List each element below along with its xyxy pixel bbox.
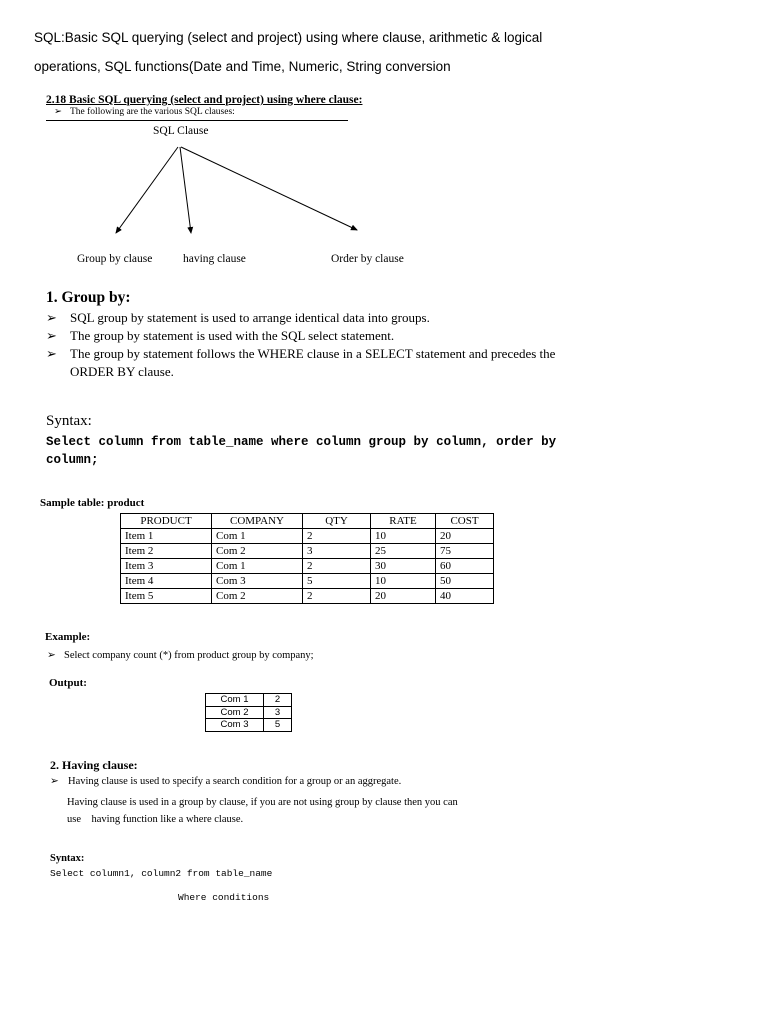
group-by-bullet-3-continuation: ORDER BY clause. bbox=[70, 364, 174, 379]
table-cell: 2 bbox=[303, 529, 371, 544]
table-cell: 20 bbox=[371, 589, 436, 604]
table-row bbox=[121, 529, 494, 544]
diagram-arrow-order-by bbox=[181, 147, 357, 230]
table-cell: Item 3 bbox=[121, 559, 212, 574]
having-syntax-code-line-2: Where conditions bbox=[178, 892, 270, 903]
having-syntax-code-line-1: Select column1, column2 from table_name bbox=[50, 868, 273, 879]
table-header-cell: COST bbox=[436, 514, 494, 529]
table-cell: 75 bbox=[436, 544, 494, 559]
table-cell: Com 3 bbox=[206, 719, 264, 732]
example-query: ➢ Select company count (*) from product group by company; bbox=[47, 650, 314, 661]
table-cell: 30 bbox=[371, 559, 436, 574]
table-cell: 5 bbox=[303, 574, 371, 589]
table-cell: 5 bbox=[264, 719, 292, 732]
diagram-child-order-by: Order by clause bbox=[331, 253, 404, 265]
syntax-label: Syntax: bbox=[46, 413, 92, 429]
group-by-bullet-2: ➢ The group by statement is used with the SQL select statement. bbox=[46, 328, 395, 343]
having-paragraph-line-2: use having function like a where clause. bbox=[67, 814, 244, 825]
section-intro-text: The following are the various SQL clauses: bbox=[70, 107, 235, 117]
having-heading: 2. Having clause: bbox=[50, 758, 138, 772]
table-cell: Com 2 bbox=[206, 706, 264, 719]
table-row bbox=[121, 559, 494, 574]
table-row bbox=[121, 589, 494, 604]
table-cell: 10 bbox=[371, 574, 436, 589]
diagram-child-group-by: Group by clause bbox=[77, 253, 153, 265]
group-by-heading: 1. Group by: bbox=[46, 289, 131, 306]
table-header-cell: RATE bbox=[371, 514, 436, 529]
table-cell: Item 5 bbox=[121, 589, 212, 604]
table-cell: Item 2 bbox=[121, 544, 212, 559]
document-title-line-1: SQL:Basic SQL querying (select and project) using where clause, arithmetic & logical bbox=[34, 30, 543, 45]
product-table bbox=[120, 513, 494, 604]
table-cell: 2 bbox=[264, 694, 292, 707]
table-cell: 60 bbox=[436, 559, 494, 574]
diagram-root-label: SQL Clause bbox=[153, 125, 209, 137]
table-cell: 50 bbox=[436, 574, 494, 589]
diagram-child-having: having clause bbox=[183, 253, 246, 265]
table-cell: Com 2 bbox=[212, 544, 303, 559]
table-row bbox=[121, 544, 494, 559]
table-cell: 25 bbox=[371, 544, 436, 559]
group-by-bullet-3: ➢ The group by statement follows the WHERE clause in a SELECT statement and precedes the bbox=[46, 346, 556, 361]
table-cell: Item 4 bbox=[121, 574, 212, 589]
output-table bbox=[205, 693, 292, 732]
table-cell: 2 bbox=[303, 589, 371, 604]
table-cell: 3 bbox=[303, 544, 371, 559]
having-bullet: ➢ Having clause is used to specify a search condition for a group or an aggregate. bbox=[50, 776, 402, 787]
syntax-code-line-1: Select column from table_name where column group by column, order by bbox=[46, 435, 557, 449]
bullet-arrow-icon: ➢ bbox=[50, 776, 59, 787]
group-by-bullet-1: ➢ SQL group by statement is used to arrange identical data into groups. bbox=[46, 310, 430, 325]
table-header-cell: PRODUCT bbox=[121, 514, 212, 529]
table-cell: 10 bbox=[371, 529, 436, 544]
table-cell: Com 1 bbox=[212, 559, 303, 574]
table-header-cell: COMPANY bbox=[212, 514, 303, 529]
bullet-arrow-icon: ➢ bbox=[54, 107, 62, 117]
diagram-arrow-group-by bbox=[116, 147, 178, 233]
output-label: Output: bbox=[49, 677, 87, 689]
bullet-arrow-icon: ➢ bbox=[47, 650, 56, 661]
table-cell: 3 bbox=[264, 706, 292, 719]
bullet-arrow-icon: ➢ bbox=[46, 310, 57, 325]
table-cell: 40 bbox=[436, 589, 494, 604]
table-row bbox=[206, 719, 292, 732]
table-cell: Com 1 bbox=[212, 529, 303, 544]
table-row bbox=[206, 694, 292, 707]
bullet-arrow-icon: ➢ bbox=[46, 328, 57, 343]
table-cell: Item 1 bbox=[121, 529, 212, 544]
sample-table-caption: Sample table: product bbox=[40, 497, 145, 509]
syntax-code-line-2: column; bbox=[46, 453, 99, 467]
diagram-arrow-having bbox=[180, 147, 191, 233]
section-heading: 2.18 Basic SQL querying (select and project) using where clause: bbox=[46, 94, 363, 106]
table-cell: 20 bbox=[436, 529, 494, 544]
table-cell: Com 3 bbox=[212, 574, 303, 589]
example-label: Example: bbox=[45, 631, 91, 643]
having-syntax-label: Syntax: bbox=[50, 853, 85, 864]
having-paragraph-line-1: Having clause is used in a group by clause, if you are not using group by clause then you can bbox=[67, 797, 458, 808]
document-title-line-2: operations, SQL functions(Date and Time, Numeric, String conversion bbox=[34, 59, 451, 74]
bullet-arrow-icon: ➢ bbox=[46, 346, 57, 361]
table-row bbox=[206, 706, 292, 719]
table-cell: Com 2 bbox=[212, 589, 303, 604]
table-cell: 2 bbox=[303, 559, 371, 574]
table-cell: Com 1 bbox=[206, 694, 264, 707]
table-row bbox=[121, 574, 494, 589]
table-header-cell: QTY bbox=[303, 514, 371, 529]
table-header-row bbox=[121, 514, 494, 529]
